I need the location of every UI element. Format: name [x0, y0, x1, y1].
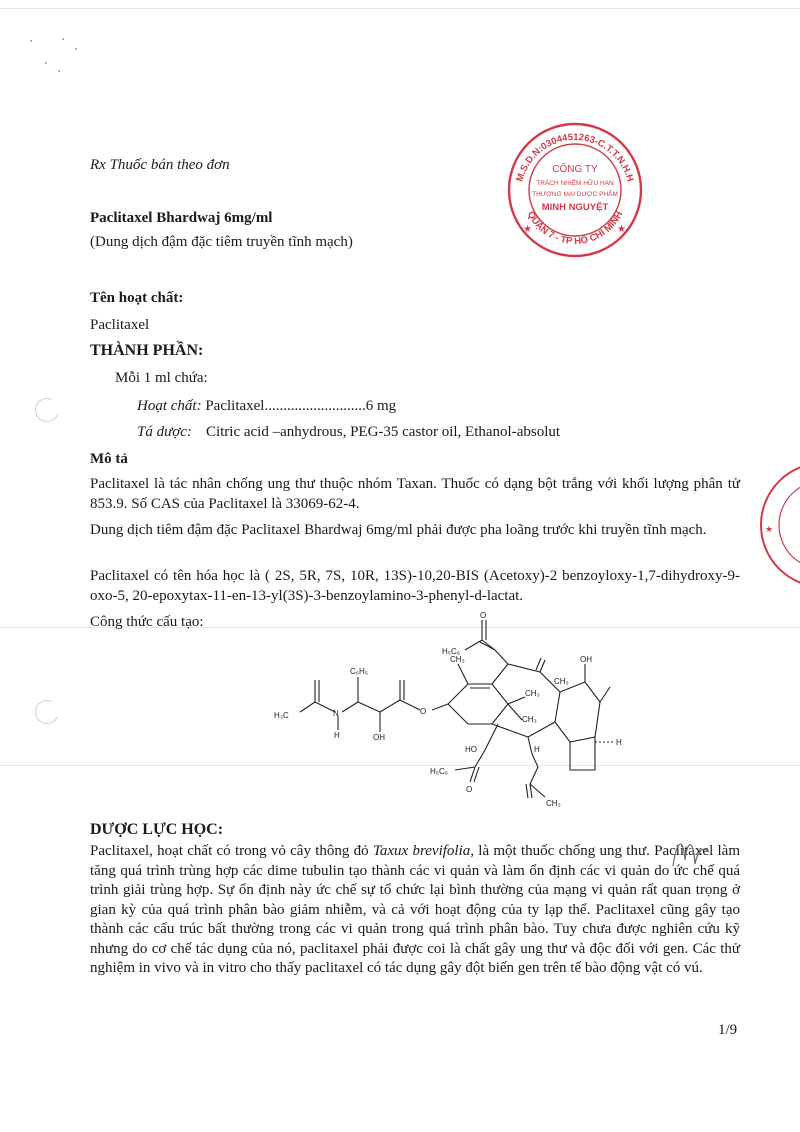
chem-label: H [616, 738, 622, 747]
seal-line-3: THƯƠNG MẠI DƯỢC PHẨM [532, 191, 618, 198]
chem-label: H₅C₆ [442, 647, 461, 656]
paclitaxel-structure-diagram [270, 612, 630, 812]
chem-label: N [333, 709, 339, 718]
active-name: Paclitaxel [90, 317, 150, 333]
pharmacology-species: Taxux brevifolia [372, 843, 471, 859]
excipient-value: Citric acid –anhydrous, PEG-35 castor oil, Ethanol-absolut [205, 424, 561, 440]
chem-label: O [420, 707, 427, 716]
scan-rule [0, 8, 800, 9]
seal-location: QUẬN 7 - TP HỒ CHÍ MINH [524, 209, 626, 248]
active-heading: Tên hoạt chất: [90, 290, 184, 306]
punch-hole-mark [32, 697, 63, 728]
scan-speck [62, 38, 64, 40]
pharmacology-text-rest: , là một thuốc chống ung thư. Paclitaxel làm tăng quá trình trùng hợp các dime tubulin tạo thành các vi quản và làm ổn định các vi quản do ức chế quá trình giải trùng hợp. Sự ổn định này ức chế sự tổ chức lại bình thường của mạng vi quản rất quan trọng ở gian kỳ của quá trình phân bào giảm nhiễm, và cả với hoạt động của ty lạp thể. Paclitaxel cũng gây tạo thành các cấu trúc bất thường trong các vi quản trong quá trình phân bào. Tuy chưa được nghiên cứu kỹ nhưng do cơ chế tác dụng của nó, paclitaxel phải được coi là chất gây ung thư và độc đối với gen. Các thử nghiệm in vivo và in vitro cho thấy paclitaxel có tác dụng gây đột biến gen trên tế bào động vật có vú. [90, 843, 741, 976]
chem-label: H [534, 745, 540, 754]
chem-label: CH₃ [546, 799, 561, 808]
description-paragraph-1: Paclitaxel là tác nhân chống ung thư thuộc nhóm Taxan. Thuốc có dạng bột trắng với khối lượng phân tử 853.9. Số CAS của Paclitaxel là 33069-62-4. [90, 476, 740, 512]
handwritten-initials [665, 830, 715, 875]
scan-speck [30, 40, 32, 42]
excipient-label: Tá dược: [137, 424, 192, 440]
chem-label: HO [465, 745, 477, 754]
chem-label: CH₃ [450, 655, 465, 664]
seal-star-icon: ★ [617, 224, 626, 235]
chem-label: CH₃ [554, 677, 569, 686]
chem-label: H₃C [274, 711, 289, 720]
description-paragraph-2: Dung dịch tiêm đậm đặc Paclitaxel Bhardwaj 6mg/ml phải được pha loãng trước khi truyền tĩnh mạch. [90, 522, 707, 538]
seal-star-icon: ★ [765, 524, 774, 534]
chem-label: CH₃ [525, 689, 540, 698]
chem-label: H [334, 731, 340, 740]
product-form: (Dung dịch đậm đặc tiêm truyền tĩnh mạch) [90, 234, 353, 250]
page-number: 1/9 [718, 1022, 738, 1038]
chem-label: OH [373, 733, 385, 742]
svg-text:QUẬN 7 - TP HỒ CHÍ MINH [525, 209, 625, 247]
seal-star-icon: ★ [523, 224, 532, 235]
active-label: Hoạt chất: [137, 398, 202, 414]
composition-excipient-row [137, 422, 560, 442]
punch-hole-mark [32, 395, 63, 426]
rx-label: Rx Thuốc bán theo đơn [90, 157, 230, 173]
company-seal [505, 120, 645, 260]
chem-label: O [466, 785, 473, 794]
seal-line-2: TRÁCH NHIỆM HỮU HẠN [536, 180, 614, 187]
composition-heading: THÀNH PHẦN: [90, 342, 204, 359]
chem-label: OH [580, 655, 592, 664]
chem-label: CH₃ [522, 715, 537, 724]
scan-speck [45, 62, 47, 64]
description-paragraph-3: Paclitaxel có tên hóa học là ( 2S, 5R, 7S, 10R, 13S)-10,20-BIS (Acetoxy)-2 benzoyloxy-1,7-dihydroxy-9-oxo-5, 20-epoxytax-11-en-13-yl(3S)-3-benzoylamino-3-phenyl-d-lactat. [90, 568, 740, 604]
partial-seal-edge [755, 460, 800, 590]
scan-speck [75, 48, 77, 50]
pharmacology-paragraph [90, 842, 740, 979]
description-heading: Mô tả [90, 451, 128, 467]
chem-label: C₆H₅ [350, 667, 369, 676]
seal-registration: M.S.D.N:0304451263-C.T.T.N.H.H [514, 131, 636, 184]
structure-label: Công thức cấu tạo: [90, 614, 204, 630]
composition-per-ml: Mỗi 1 ml chứa: [115, 370, 208, 386]
chem-label: O [480, 612, 487, 620]
product-name: Paclitaxel Bhardwaj 6mg/ml [90, 210, 273, 226]
composition-active-row [137, 396, 396, 416]
pharmacology-heading: DƯỢC LỰC HỌC: [90, 821, 224, 838]
seal-line-1: CÔNG TY [552, 164, 598, 175]
seal-line-4: MINH NGUYỆT [541, 202, 609, 213]
pharmacology-text-start: Paclitaxel, hoạt chất có trong vỏ cây thông đỏ [90, 843, 373, 859]
chem-label: H₅C₆ [430, 767, 449, 776]
active-value: Paclitaxel...........................6 mg [201, 398, 397, 414]
scan-speck [58, 70, 60, 72]
